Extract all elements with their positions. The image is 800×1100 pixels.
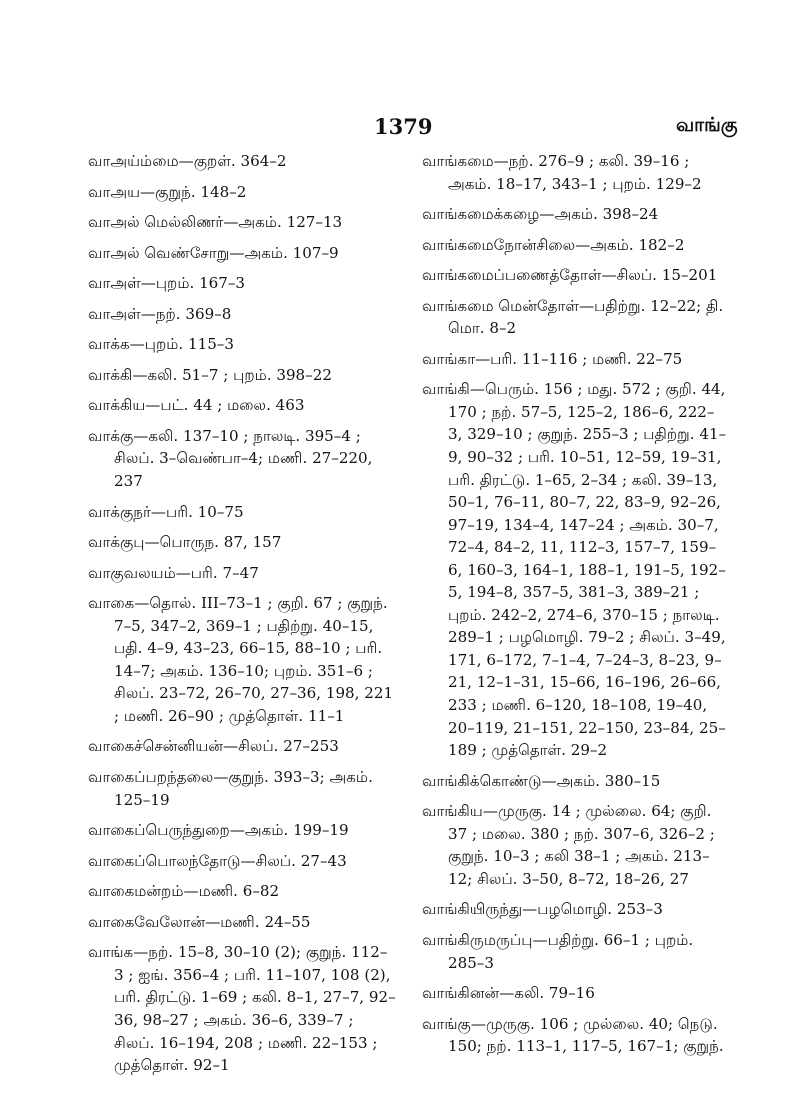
index-entry: வாஅல் வெண்சோறு—அகம். 107–9 (88, 243, 339, 262)
index-entry: வாங்கமை—நற். 276–9 ; கலி. 39–16 ; அகம். 18–17, 343–1 ; புறம். 129–2 (422, 152, 702, 193)
index-entry: வாக்கிய—பட். 44 ; மலை. 463 (88, 396, 305, 415)
running-head: வாங்கு (676, 114, 738, 136)
index-entry: வாங்கிக்கொண்டு—அகம். 380–15 (422, 771, 661, 790)
index-entry: வாக்கு—கலி. 137–10 ; நாலடி. 395–4 ; சிலப். 3–வெண்பா–4; மணி. 27–220, 237 (88, 426, 373, 491)
index-entry: வாங்கமைப்பணைத்தோள்—சிலப். 15–201 (422, 266, 718, 285)
index-entry: வாங்கமைக்கழை—அகம். 398–24 (422, 205, 659, 224)
index-entry: வாங்கா—பரி. 11–116 ; மணி. 22–75 (422, 349, 683, 368)
index-entry: வாங்கமை மென்தோள்—பதிற்று. 12–22; தி. மொ. 8–2 (422, 296, 724, 338)
index-entry: வாஅய்ம்மை—குறள். 364–2 (88, 152, 287, 170)
index-entry: வாங்க—நற். 15–8, 30–10 (2); குறுந். 112–3 ; ஐங். 356–4 ; பரி. 11–107, 108 (2), பரி. திரட்டு. 1–69 ; கலி. 8–1, 27–7, 92–36, 98–27 ; அகம். 36–6, 339–7 ; சிலப். 16–194, 208 ; மணி. 22–153 ; முத்தொள். 92–1 (88, 943, 396, 1075)
right-column (422, 150, 728, 1066)
index-entry: வாங்கியிருந்து—பழமொழி. 253–3 (422, 900, 663, 919)
left-column (88, 150, 396, 1085)
index-entry: வாங்கினன்—கலி. 79–16 (422, 984, 595, 1003)
index-entry: வாக்குபு—பொருந. 87, 157 (88, 533, 282, 552)
index-entry: வாகை—தொல். III–73–1 ; குறி. 67 ; குறுந். 7–5, 347–2, 369–1 ; பதிற்று. 40–15, பதி. 4–9, 43–23, 66–15, 88–10 ; பரி. 14–7; அகம். 136–10; புறம். 351–6 ; சிலப். 23–72, 26–70, 27–36, 198, 221 ; மணி. 26–90 ; முத்தொள். 11–1 (88, 594, 394, 725)
index-entry: வாக்கி—கலி. 51–7 ; புறம். 398–22 (88, 365, 332, 384)
page-number: 1379 (374, 114, 433, 139)
index-entry: வாகைவேலோன்—மணி. 24–55 (88, 912, 311, 931)
index-entry: வாங்கிய—முருகு. 14 ; முல்லை. 64; குறி. 37 ; மலை. 380 ; நற். 307–6, 326–2 ; குறுந். 10–3 ; கலி 38–1 ; அகம். 213–12; சிலப். 3–50, 8–72, 18–26, 27 (422, 802, 715, 888)
index-entry: வாங்கிருமருப்பு—பதிற்று. 66–1 ; புறம். 285–3 (422, 930, 694, 972)
index-entry: வாகைப்பறந்தலை—குறுந். 393–3; அகம். 125–19 (88, 768, 373, 809)
index-entry: வாஅல் மெல்லிணர்—அகம். 127–13 (88, 213, 343, 232)
index-entry: வாஅள்—நற். 369–8 (88, 304, 232, 323)
index-entry: வாகுவலயம்—பரி. 7–47 (88, 563, 259, 582)
index-entry: வாக்க—புறம். 115–3 (88, 335, 234, 354)
index-entry: வாஅள்—புறம். 167–3 (88, 274, 246, 293)
index-entry: வாக்குநர்—பரி. 10–75 (88, 502, 244, 521)
index-entry: வாகைமன்றம்—மணி. 6–82 (88, 882, 280, 901)
index-entry: வாகைப்பொலந்தோடு—சிலப். 27–43 (88, 851, 347, 870)
index-entry: வாகைப்பெருந்துறை—அகம். 199–19 (88, 821, 349, 840)
index-entry: வாங்கு—முருகு. 106 ; முல்லை. 40; நெடு. 150; நற். 113–1, 117–5, 167–1; குறுந். (422, 1014, 724, 1056)
index-entry: வாங்கி—பெரும். 156 ; மது. 572 ; குறி. 44, 170 ; நற். 57–5, 125–2, 186–6, 222–3, 329–10 ; குறுந். 255–3 ; பதிற்று. 41–9, 90–32 ; பரி. 10–51, 12–59, 19–31, பரி. திரட்டு. 1–65, 2–34 ; கலி. 39–13, 50–1, 76–11, 80–7, 22, 83–9, 92–26, 97–19, 134–4, 147–24 ; அகம். 30–7, 72–4, 84–2, 11, 112–3, 157–7, 159–6, 160–3, 164–1, 188–1, 191–5, 192–5, 194–8, 357–5, 381–3, 389–21 ; புறம். 242–2, 274–6, 370–15 ; நாலடி. 289–1 ; பழமொழி. 79–2 ; சிலப். 3–49, 171, 6–172, 7–1–4, 7–24–3, 8–23, 9–21, 12–1–31, 15–66, 16–196, 26–66, 233 ; மணி. 6–120, 18–108, 19–40, 20–119, 21–151, 22–150, 23–84, 25–189 ; முத்தொள். 29–2 (422, 380, 727, 760)
index-entry: வாகைச்சென்னியன்—சிலப். 27–253 (88, 737, 339, 756)
index-entry: வாங்கமைநோன்சிலை—அகம். 182–2 (422, 235, 685, 254)
index-entry: வாஅய—குறுந். 148–2 (88, 182, 247, 201)
